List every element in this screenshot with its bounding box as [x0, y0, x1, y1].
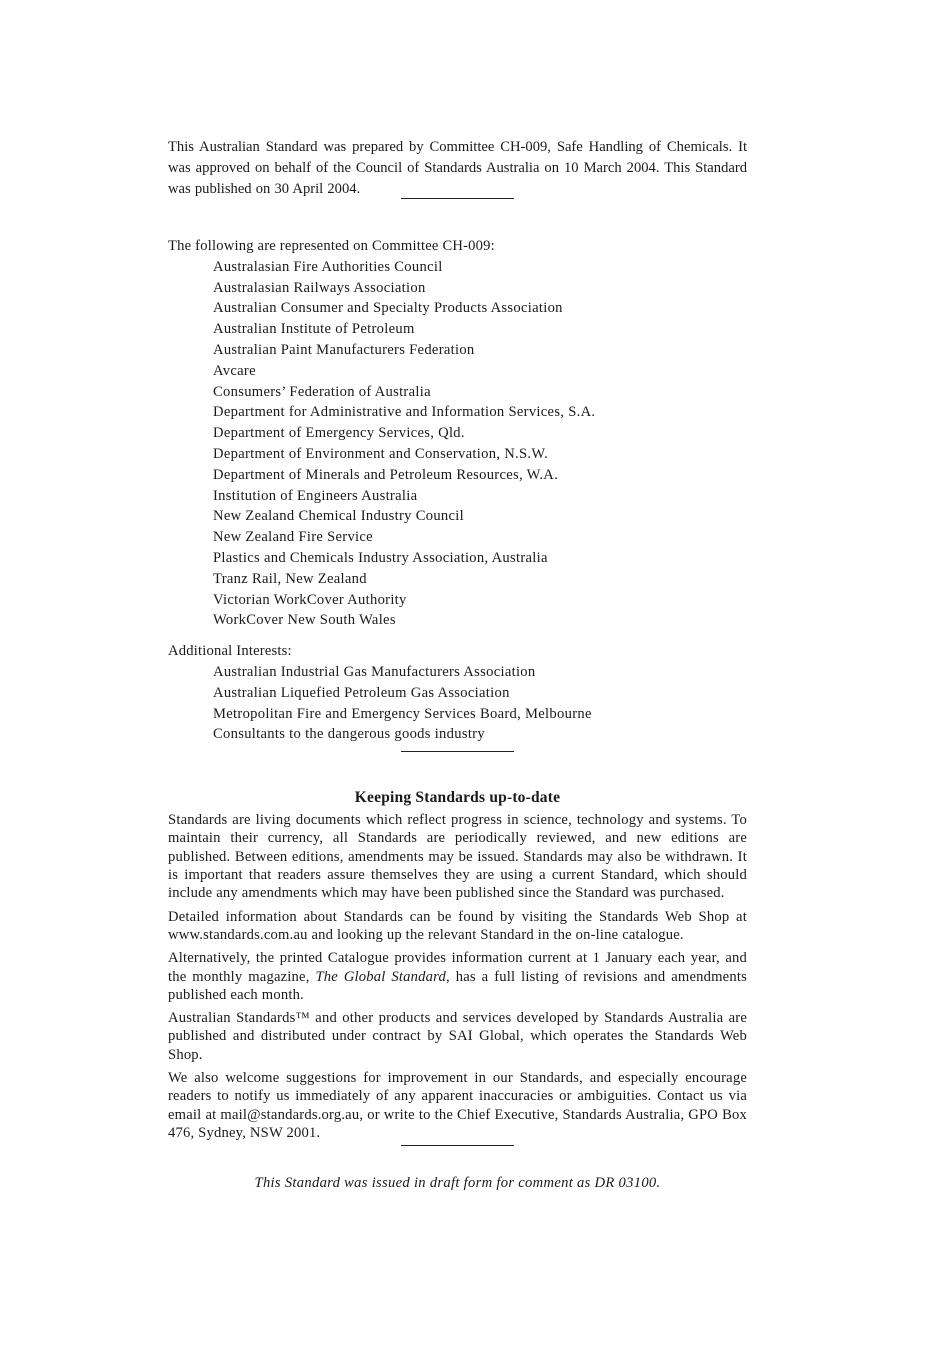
list-item: Metropolitan Fire and Emergency Services Board, Melbourne [213, 705, 592, 722]
draft-note: This Standard was issued in draft form for comment as DR 03100. [254, 1175, 661, 1192]
list-item: Department of Emergency Services, Qld. [213, 425, 465, 442]
additional-interests-heading: Additional Interests: [168, 643, 292, 660]
magazine-title: The Global Standard [315, 968, 446, 985]
committee-heading: The following are represented on Committee CH-009: [168, 238, 495, 254]
list-item: Avcare [213, 362, 256, 379]
section-title: Keeping Standards up-to-date [354, 789, 561, 807]
paragraph-sai-global: Australian Standards™ and other products and services developed by Standards Australia are published and distributed under contract by SAI Global, which operates the Standards Web Shop. [168, 1010, 747, 1063]
paragraph-suggestions: We also welcome suggestions for improvement in our Standards, and especially encourage readers to notify us immediately of any apparent inaccuracies or ambiguities. Contact us via email at mail@standards.org.au, or write to the Chief Executive, Standards Australia, GPO Box 476, Sydney, NSW 2001. [168, 1069, 747, 1141]
list-item: WorkCover New South Wales [213, 612, 396, 629]
document-page [168, 137, 747, 1207]
divider-rule [401, 751, 514, 752]
paragraph-web-shop: Detailed information about Standards can be found by visiting the Standards Web Shop at www.standards.com.au and looking up the relevant Standard in the on-line catalogue. [168, 908, 747, 943]
paragraph-living-documents: Standards are living documents which reflect progress in science, technology and systems. To maintain their currency, all Standards are periodically reviewed, and new editions are published. Between editions, amendments may be issued. Standards may also be withdrawn. It is important that readers assure themselves they are using a current Standard, which should include any amendments which may have been published since the Standard was purchased. [168, 812, 747, 902]
list-item: Department of Minerals and Petroleum Resources, W.A. [213, 466, 559, 483]
list-item: Australian Consumer and Specialty Products Association [213, 300, 563, 317]
list-item: Consultants to the dangerous goods industry [213, 726, 485, 743]
list-item: Australasian Railways Association [213, 279, 426, 296]
intro-paragraph: This Australian Standard was prepared by Committee CH-009, Safe Handling of Chemicals. It was approved on behalf of the Council of Standards Australia on 10 March 2004. This Standard was published on 30 April 2004. [168, 139, 747, 197]
list-item: New Zealand Fire Service [213, 529, 373, 546]
list-item: Australian Institute of Petroleum [213, 321, 415, 338]
list-item: Australian Liquefied Petroleum Gas Association [213, 684, 510, 701]
committee-member-list [168, 257, 747, 631]
list-item: New Zealand Chemical Industry Council [213, 508, 465, 525]
list-item: Australian Industrial Gas Manufacturers Association [213, 663, 536, 680]
additional-interests-list [168, 662, 747, 745]
divider-rule [401, 1145, 514, 1146]
list-item: Institution of Engineers Australia [213, 487, 418, 504]
paragraph-catalogue [168, 949, 747, 1004]
divider-rule [401, 198, 514, 199]
list-item: Australian Paint Manufacturers Federation [213, 341, 475, 358]
list-item: Department for Administrative and Information Services, S.A. [213, 404, 596, 421]
paragraph-catalogue-start: Alternatively, the printed Catalogue provides information current at 1 January each year, and the monthly magazine, [168, 950, 747, 985]
list-item: Consumers’ Federation of Australia [213, 383, 431, 400]
list-item: Australasian Fire Authorities Council [213, 258, 443, 275]
list-item: Tranz Rail, New Zealand [213, 570, 367, 587]
paragraph-catalogue-end: , has a full listing of revisions and amendments published each month. [168, 968, 747, 1003]
list-item: Plastics and Chemicals Industry Association, Australia [213, 549, 548, 566]
list-item: Department of Environment and Conservation, N.S.W. [213, 445, 549, 462]
list-item: Victorian WorkCover Authority [213, 591, 407, 608]
